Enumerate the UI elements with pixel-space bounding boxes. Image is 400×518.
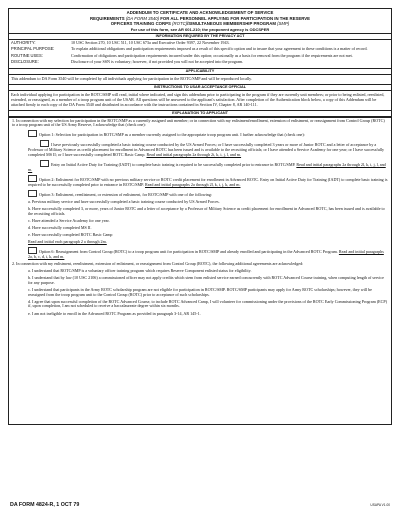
applicability-section — [9, 68, 391, 84]
para-2: 2. In connection with my enlistment, reenlistment, extension of enlistment, or reassignment from Control Group (ROTC), the following additional agreements are acknowledged: — [12, 260, 304, 266]
option-6: Option 6: Reassignment from Control Group (ROTC) to a troop program unit for participation in ROTC/SMP and already enrolled and participating in the Advanced ROTC Program. Read and initial paragraphs 2a, b, c, d, i, k, and m. — [28, 248, 384, 259]
option-3e: e. Have successfully completed ROTC Basic Camp — [28, 231, 113, 237]
edition-label: USAPA V1.00 — [370, 503, 390, 507]
option-3d: d. Have successfully completed MS II. — [28, 224, 92, 230]
option-1b: Entry on Initial Active Duty for Training (IADT) to complete basic training is required to be successfully completed prior to entrance in ROTC/SMP. Read and initial paragraphs 2a through 2l, k, i, j, l, and m. — [28, 162, 386, 172]
form-footer — [8, 502, 392, 508]
privacy-act-statement — [9, 40, 391, 68]
option-3: Option 3: Enlistment, reenlistment, or extension of enlistment, for ROTC/SMP with one of the following: — [12, 190, 388, 198]
option-2-initial: Read and initial paragraphs 2a through 2l, k, i, j, k, and m. — [145, 181, 241, 187]
explanation-title: EXPLANATION TO APPLICANT — [9, 111, 391, 117]
para-2a: a. I understand that ROTC/SMP is a voluntary officer training program which requires Reserve Component enlisted status for eligibility. — [28, 267, 252, 273]
option-3-initial: Read and initial each paragraph 2 a through 2m. — [28, 238, 107, 244]
instructions-text: Each individual applying for participation in the ROTC/SMP will read, initial where indicated, and sign this addendum prior to participating in the program if they are currently unit members; or prior to being enlisted, reenlisted, extended, or reassigned, as a member of a troop program unit of the USAR. All questions will be answered to the applicant's satisfaction. After completion of the Authentication block below, a copy of this Addendum will be attached firmly to each copy of the DA Form 3540 and distributed in accordance with the instructions contained in Section IV, Chapter 8, AR 140-111. — [11, 92, 385, 107]
option-1: Option 1: Selection for participation in ROTC/SMP as a member currently assigned to the appropriate troop program unit. I further acknowledge that (check one): — [12, 130, 388, 138]
privacy-act-title: INFORMATION REQUIRED BY THE PRIVACY ACT — [9, 33, 391, 40]
para-2d: d. I agree that upon successful completion of the ROTC Advanced Course, to include ROTC Advanced Camp, I will volunteer for commissioning under the provisions of the ROTC Early Commissioning Program (ECP) if, upon completion, I am not scheduled to receive a baccalaureate degree within six months. — [28, 298, 388, 309]
para-2e: e. I am not ineligible to enroll in the Advanced ROTC Program as provided in paragraph 3-14, AR 145-1. — [28, 310, 201, 316]
option-3c: c. Have attended a Service Academy for one year. — [28, 217, 110, 223]
option-6-initial: Read and initial paragraphs 2a, b, c, d, i, k, and m. — [28, 248, 384, 259]
title-line-1: ADDENDUM TO CERTIFICATE AND ACKNOWLEDGEMENT OF SERVICE — [126, 10, 274, 15]
pa-label-authority: AUTHORITY: — [11, 39, 36, 45]
title-line-3: OFFICERS TRAINING CORPS (ROTC)/SIMULTANEOUS MEMBERSHIP PROGRAM (SMP) — [110, 21, 290, 26]
option-1b-initial: Read and initial paragraphs 2a through 2l, k, i, j, l, and m. — [28, 162, 386, 172]
pa-text-purpose: To explain additional obligations and participation requirements imposed as a result of this specific option and to insure that your agreement to these conditions is a matter of record. — [71, 46, 368, 51]
option-2: Option 2: Enlistment for ROTC/SMP with no previous military service or ROTC credit placement for enrollment in Advanced ROTC. Entry on Initial Active Duty for Training (IADT) to complete basic training is required to be successfully completed prior to entrance in ROTC/SMP. Read and initial paragraphs 2a through 2l, k, i, j, k, and m. — [28, 177, 388, 187]
explanation-body — [8, 118, 392, 425]
proponent-line: For use of this form, see AR 601-210; the proponent agency is ODCSPER — [130, 26, 270, 32]
option-3b: b. Have successfully completed 3, or more, years of Junior ROTC and a letter of acceptance by a Professor of Military Science as credit placement for enrollment in Advanced ROTC, has been issued and is available to the recruiting officials. — [28, 205, 385, 216]
applicability-title: APPLICABILITY — [9, 69, 391, 75]
pa-label-routine: ROUTINE USES: — [11, 52, 43, 58]
option-1b-checkbox[interactable] — [40, 160, 49, 167]
option-3-checkbox[interactable] — [28, 190, 37, 197]
para-2c: c. I understand that participants in the Army ROTC scholarship program are not eligible for participation in ROTC/SMP. ROTC/SMP participants may apply for Army ROTC scholarships; however, they will be reassigned from the troop program unit to the Control Group (ROTC) prior to acceptance of such scholarships. — [28, 286, 372, 297]
pa-text-authority: 10 USC Section 270, 10 USC 511, 10 USC 673a and Executive Order 9397, 22 November 1943. — [71, 39, 230, 45]
para-1: 1. In connection with my selection for participation in the ROTC/SMP as a currently assigned unit member; or in connection with my enlistment/enrollment, extension of enlistment, or reassignment from Control Group (ROTC) to a troop program unit of the US Army Reserve, I acknowledge that (check one): — [12, 117, 385, 128]
form-header — [8, 8, 392, 118]
explanation-section — [9, 110, 391, 117]
pa-label-disclosure: DISCLOSURE: — [11, 59, 39, 64]
option-1-checkbox[interactable] — [28, 130, 37, 137]
form-number: DA FORM 4824-R, 1 OCT 79 — [10, 502, 80, 508]
title-line-2: REQUIREMENTS (DA FORM 3540) FOR ALL PERSONNEL APPLYING FOR PARTICIPATION IN THE RESERVE — [89, 15, 310, 21]
instructions-title: INSTRUCTIONS TO USAR ACCEPTANCE OFFICIAL — [9, 85, 391, 91]
instructions-section — [9, 84, 391, 110]
applicability-text: This addendum to DA Form 3540 will be completed by all individuals applying for participation in the ROTC/SMP and will be reproduced locally. — [11, 76, 252, 81]
form-title — [9, 9, 391, 27]
option-1a: I have previously successfully completed a basic training course conducted by the US Armed Forces; or I have successfully completed 3 years or more of Junior ROTC and a letter of acceptance by a Professor of Military Science as credit placement for enrollment in Advanced ROTC has been issued and is available to the recruiting officials; or I have attended a Service Academy for one year; or I have successfully completed MS II; or I have successfully completed ROTC Basic Camp. Read and initial paragraphs 2a through 2i, k, i, j, l, and m. — [28, 142, 385, 158]
pa-text-routine: Confirmation of obligations and participation requirements incurred under this option; occasionally as a basis for removal from the program if the requirements are not met. — [71, 52, 353, 58]
option-1a-initial: Read and initial paragraphs 2a through 2i, k, i, j, l, and m. — [146, 152, 242, 158]
para-2b: b. I understand that by law (10 USC 2106) a commissioned officer may not apply credits which stem from enlisted service earned concurrently with ROTC Advanced Course training, when computing length of service for any purpose. — [28, 274, 384, 285]
pa-text-disclosure: Disclosure of your SSN is voluntary; however, if not provided you will not be accepted into the program. — [71, 59, 244, 64]
pa-label-purpose: PRINCIPAL PURPOSE: — [11, 46, 55, 51]
form-page — [8, 8, 392, 508]
option-3a: a. Previous military service and have successfully completed a basic training course conducted by US Armed Forces. — [28, 198, 220, 204]
